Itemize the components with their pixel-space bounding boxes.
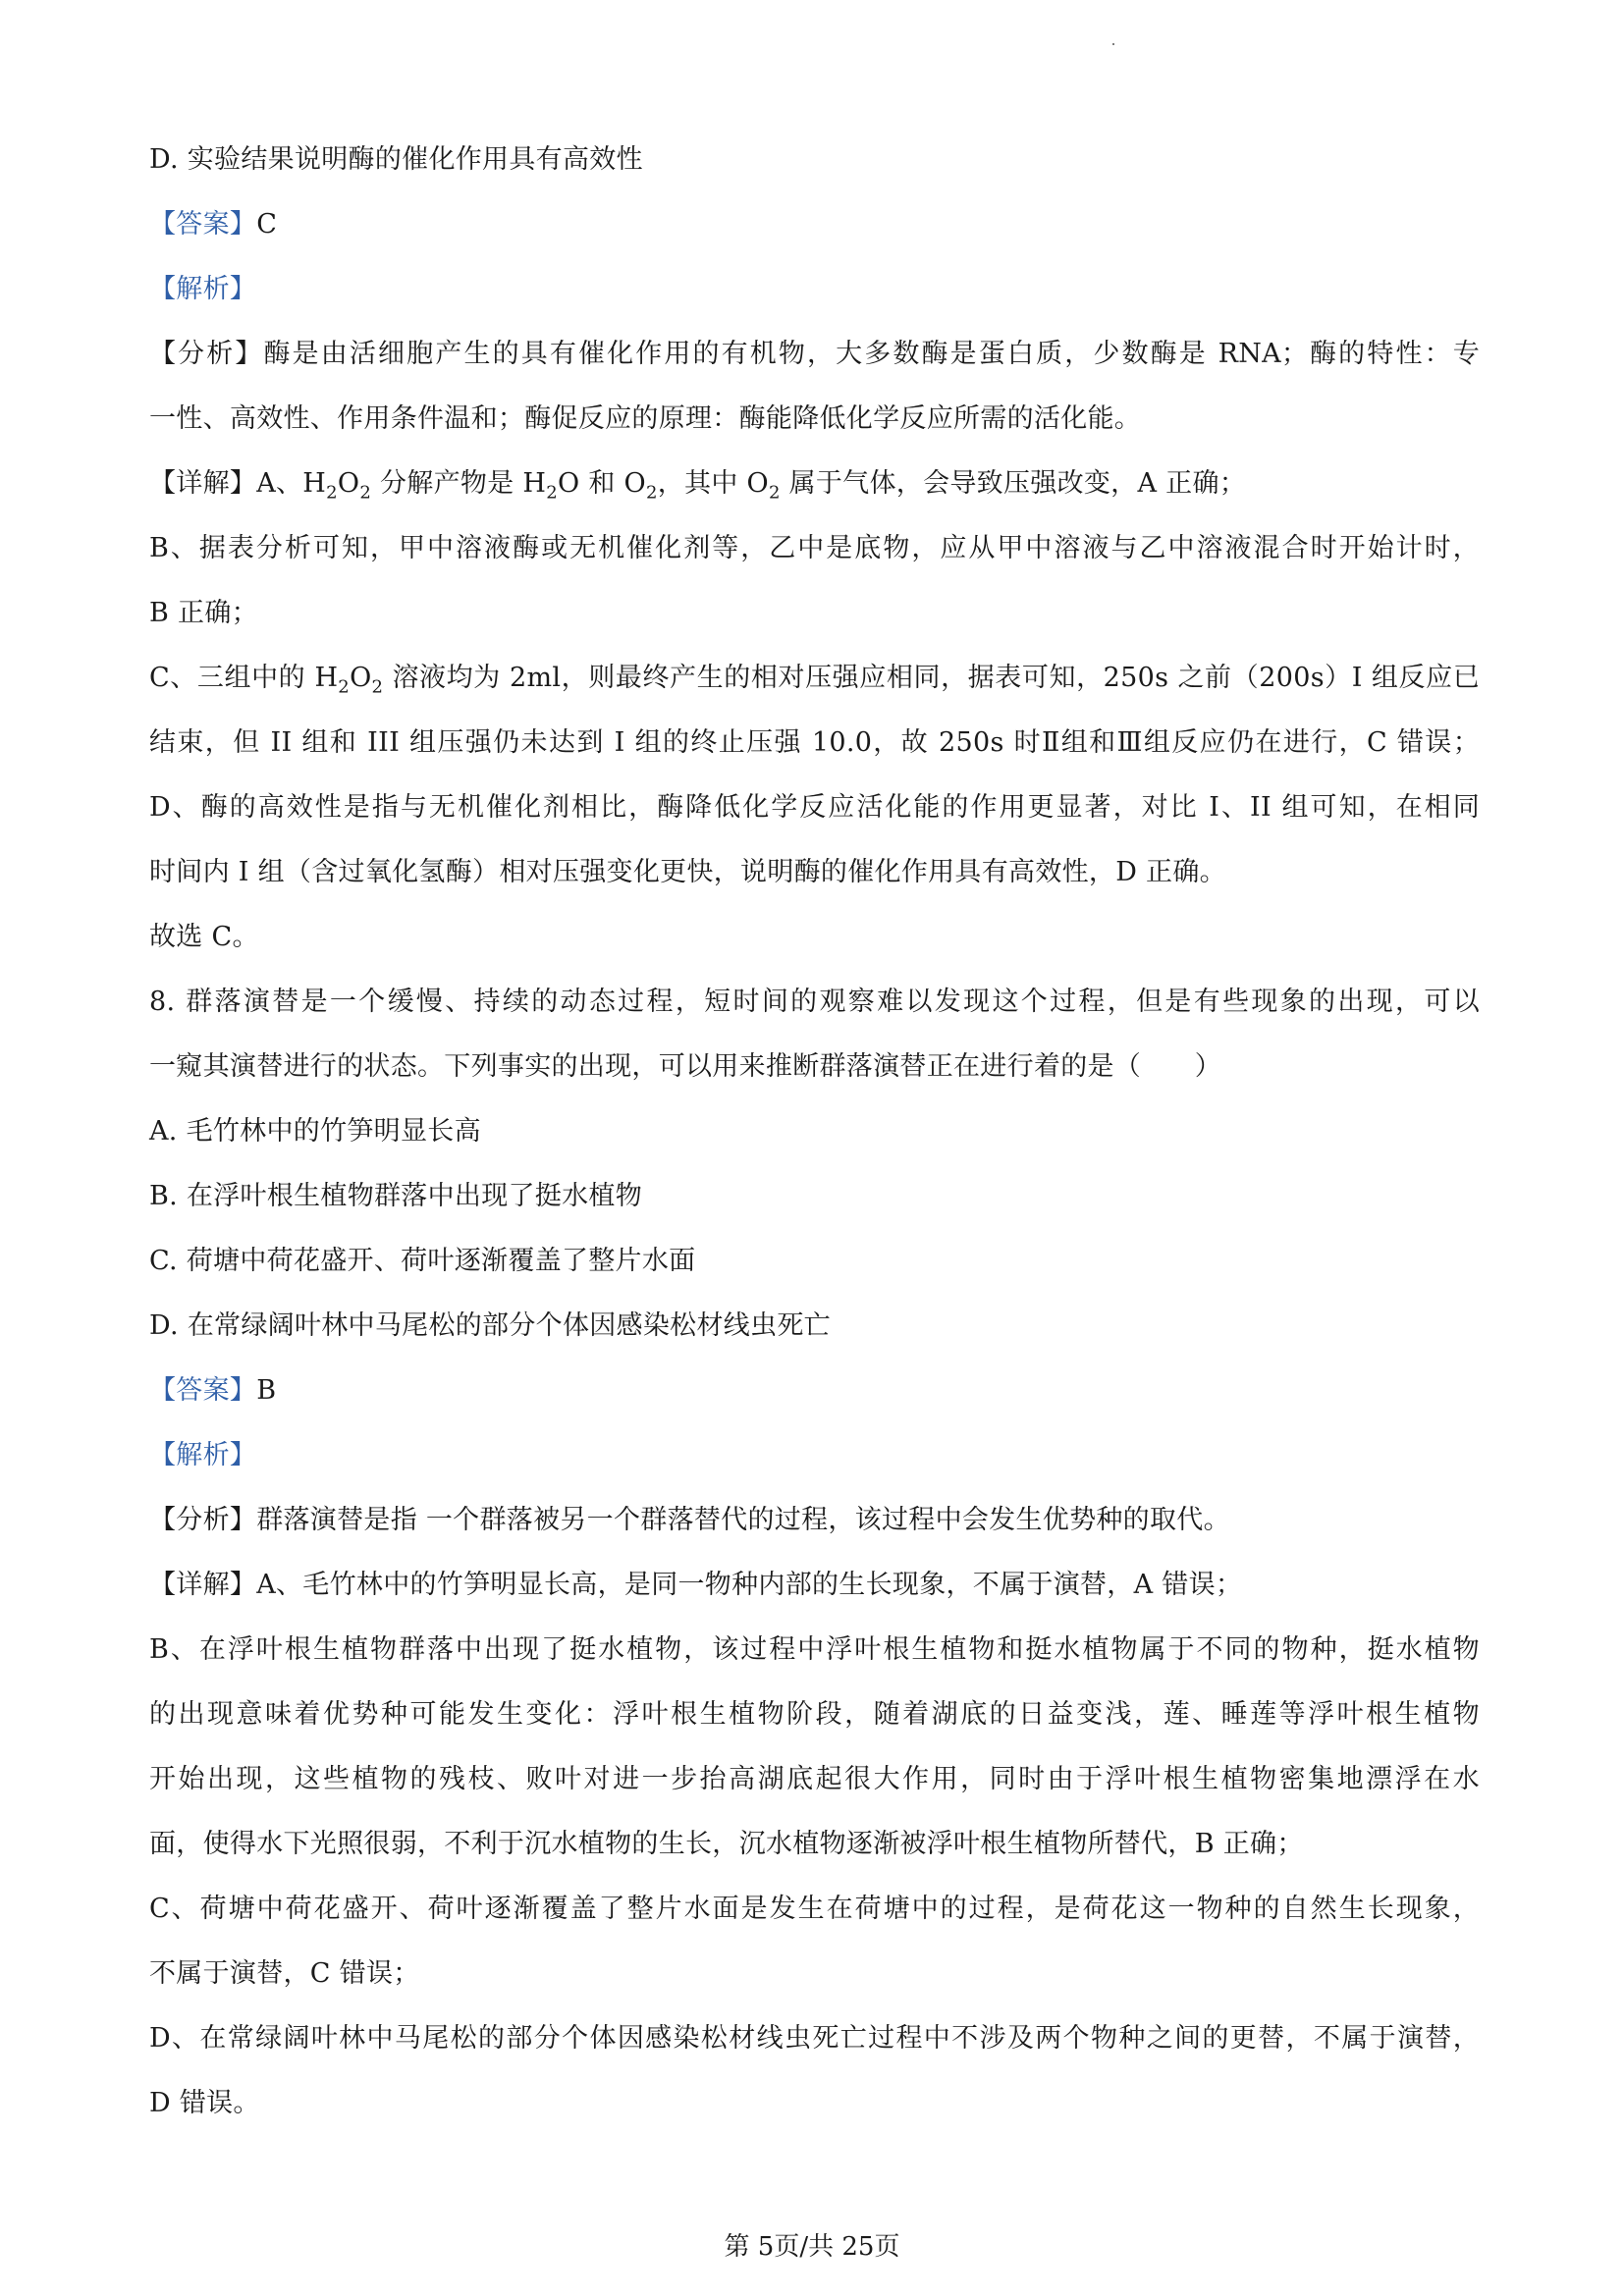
- q8-jiexi-heading: 【解析】: [149, 1440, 257, 1470]
- q8-answer: [149, 1359, 1480, 1423]
- q8-stem-line2: 一窥其演替进行的状态。下列事实的出现，可以用来推断群落演替正在进行着的是（ ）: [149, 1051, 1221, 1082]
- fenxi-label: 【分析】: [149, 339, 264, 369]
- q8-xiangjie-c-line2: 不属于演替，C 错误；: [149, 1958, 420, 1989]
- page-number-footer: 第 5页/共 25页: [724, 2232, 900, 2262]
- answer-value: C: [256, 209, 278, 240]
- q8-xiangjie-a: 【详解】A、毛竹林中的竹笋明显长高，是同一物种内部的生长现象，不属于演替，A 错误；: [149, 1570, 1243, 1600]
- q7-jiexi-heading: 【解析】: [149, 274, 257, 304]
- answer-value: B: [256, 1375, 277, 1406]
- q8-option-a: A. 毛竹林中的竹笋明显长高: [149, 1116, 481, 1147]
- q8-fenxi: 【分析】群落演替是指 一个群落被另一个群落替代的过程，该过程中会发生优势种的取代。: [149, 1505, 1230, 1535]
- answer-label: 【答案】: [149, 209, 257, 240]
- q8-xiangjie-b-line4: 面，使得水下光照很弱，不利于沉水植物的生长，沉水植物逐渐被浮叶根生植物所替代，B 正确；: [149, 1829, 1304, 1859]
- q7-xiangjie-d-line2: 时间内 I 组（含过氧化氢酶）相对压强变化更快，说明酶的催化作用具有高效性，D 正确。: [149, 857, 1226, 887]
- scan-speck: [1112, 43, 1114, 45]
- answer-label: 【答案】: [149, 1375, 257, 1406]
- q7-xiangjie-b-line1: B、据表分析可知，甲中溶液酶或无机催化剂等，乙中是底物，应从甲中溶液与乙中溶液混合时开始计时，: [149, 533, 1480, 563]
- page-content: [149, 128, 1480, 2136]
- q8-xiangjie-b-line1: B、在浮叶根生植物群落中出现了挺水植物，该过程中浮叶根生植物和挺水植物属于不同的物种，挺水植物: [149, 1634, 1480, 1665]
- q7-fenxi-line2: 一性、高效性、作用条件温和；酶促反应的原理：酶能降低化学反应所需的活化能。: [149, 403, 1142, 434]
- q8-xiangjie-b-line2: 的出现意味着优势种可能发生变化：浮叶根生植物阶段，随着湖底的日益变浅，莲、睡莲等浮叶根生植物: [149, 1699, 1480, 1730]
- q8-option-b: B. 在浮叶根生植物群落中出现了挺水植物: [149, 1181, 643, 1211]
- q7-xiangjie-b-line2: B 正确；: [149, 598, 258, 628]
- q8-xiangjie-c-line1: C、荷塘中荷花盛开、荷叶逐渐覆盖了整片水面是发生在荷塘中的过程，是荷花这一物种的自然生长现象，: [149, 1894, 1480, 1924]
- q7-guxuan: 故选 C。: [149, 922, 259, 952]
- q8-option-c: C. 荷塘中荷花盛开、荷叶逐渐覆盖了整片水面: [149, 1246, 696, 1276]
- q7-xiangjie-c-line1: C、三组中的 $H_2O_2$ 溶液均为 2ml，则最终产生的相对压强应相同，据表可知，250s 之前（200s）I 组反应已: [149, 663, 1480, 698]
- q8-stem-line1: 8. 群落演替是一个缓慢、持续的动态过程，短时间的观察难以发现这个过程，但是有些现象的出现，可以: [149, 987, 1480, 1017]
- q7-fenxi-line1: 【分析】酶是由活细胞产生的具有催化作用的有机物，大多数酶是蛋白质，少数酶是 RNA；酶的特性：专: [149, 339, 1481, 369]
- xiangjie-label: 【详解】: [149, 1570, 257, 1600]
- q7-answer: [149, 192, 1480, 257]
- q7-xiangjie-a: 【详解】A、$H_2O_2$ 分解产物是 $H_2O$ 和 $O_2$，其中 $O_2$ 属于气体，会导致压强改变，A 正确；: [149, 468, 1247, 504]
- q8-xiangjie-b-line3: 开始出现，这些植物的残枝、败叶对进一步抬高湖底起很大作用，同时由于浮叶根生植物密集地漂浮在水: [149, 1764, 1480, 1794]
- q7-xiangjie-d-line1: D、酶的高效性是指与无机催化剂相比，酶降低化学反应活化能的作用更显著，对比 I、II 组可知，在相同: [149, 792, 1480, 823]
- q8-option-d: D. 在常绿阔叶林中马尾松的部分个体因感染松材线虫死亡: [149, 1310, 831, 1341]
- q8-xiangjie-d-line1: D、在常绿阔叶林中马尾松的部分个体因感染松材线虫死亡过程中不涉及两个物种之间的更替，不属于演替，: [149, 2023, 1480, 2054]
- q7-xiangjie-c-line2: 结束，但 II 组和 III 组压强仍未达到 I 组的终止压强 10.0，故 250s 时Ⅱ组和Ⅲ组反应仍在进行，C 错误；: [149, 727, 1480, 758]
- xiangjie-label: 【详解】: [149, 468, 257, 499]
- fenxi-label: 【分析】: [149, 1505, 257, 1535]
- q8-xiangjie-d-line2: D 错误。: [149, 2088, 260, 2118]
- q7-option-d: D. 实验结果说明酶的催化作用具有高效性: [149, 144, 643, 175]
